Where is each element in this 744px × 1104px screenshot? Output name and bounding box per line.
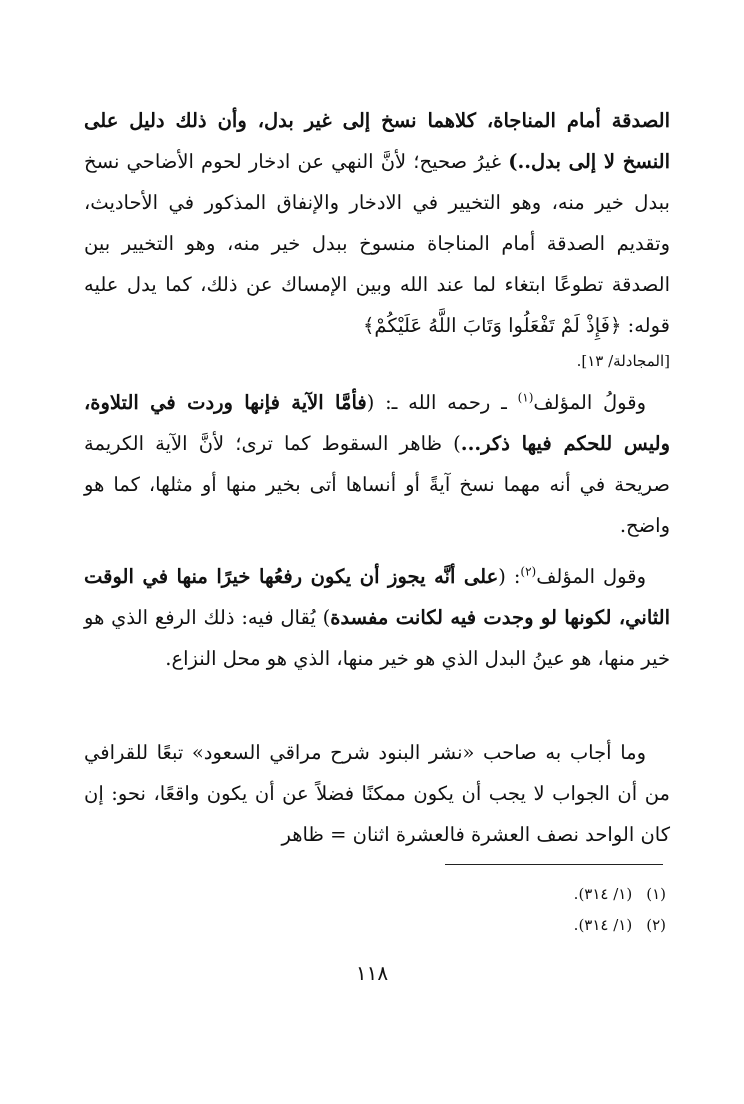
paragraph-2-intro: وقولُ المؤلف [533,391,646,414]
footnotes [366,879,666,941]
footnote-2-text: (١/ ٣١٤). [573,916,633,934]
footnote-1-text: (١/ ٣١٤). [573,885,633,903]
paragraph-4-body [84,732,670,855]
paragraph-4-text: وما أجاب به صاحب «نشر البنود شرح مراقي السعود» تبعًا للقرافي من أن الجواب لا يجب أن يكون ممكنًا فضلاً عن أن يكون واقعًا، نحو: إن كان الواحد نصف العشرة فالعشرة اثنان = ظاهر [84,741,670,846]
paragraph-3-intro: وقول المؤلف [536,565,646,588]
page-number: ١١٨ [355,961,389,985]
footnote-2 [366,910,666,941]
paragraph-3-text-b: ) يُقال فيه: ذلك الرفع الذي هو خير منها، هو عينُ البدل الذي هو خير منها، الذي هو محل النزاع. [84,606,670,670]
paragraph-4 [84,732,670,855]
paragraph-3-bold-quote: على أنَّه يجوز أن يكون رفعُها خيرًا منها في الوقت الثاني، لكونها لو وجدت فيه لكانت مفسدة [84,565,670,629]
footnote-1-number: (١) [646,885,666,903]
footnote-marker-1[interactable]: (١) [517,390,534,405]
footnote-marker-2[interactable]: (٢) [520,564,537,579]
paragraph-2-text-b: ) ظاهر السقوط كما ترى؛ لأنَّ الآية الكريمة صريحة في أنه مهما نسخ آيةً أو أنساها أتى بخير منها أو مثلها، كما هو واضح. [84,432,670,537]
quran-reference: [المجادلة/ ١٣]. [576,352,670,370]
footnote-1 [366,879,666,910]
footnote-separator [445,864,663,865]
paragraph-2-text-a: ـ رحمه الله ـ: ( [366,391,518,414]
paragraph-1-text: غيرُ صحيح؛ لأنَّ النهي عن ادخار لحوم الأضاحي نسخ ببدل خير منه، وهو التخيير في الادخار والإنفاق المذكور في الأحاديث، وتقديم الصدقة أمام المناجاة منسوخ ببدل خير منه، وهو التخيير بين الصدقة تطوعًا ابتغاء لما عند الله وبين الإمساك عن ذلك، كما يدل عليه قوله: ﴿فَإِذْ لَمْ تَفْعَلُوا وَتَابَ اللَّهُ عَلَيْكُمْ﴾ [84,150,670,337]
paragraph-3-body [84,556,670,679]
paragraph-3-text-a: : ( [498,565,521,588]
paragraph-1 [84,100,670,376]
paragraph-2-body [84,382,670,546]
paragraph-2-bold-quote: فأمَّا الآية فإنها وردت في التلاوة، وليس للحكم فيها ذكر... [84,391,670,455]
paragraph-2 [84,382,670,546]
paragraph-3 [84,556,670,679]
footnote-2-number: (٢) [646,916,666,934]
paragraph-1-body [84,100,670,346]
paragraph-1-bold-quote: الصدقة أمام المناجاة، كلاهما نسخ إلى غير بدل، وأن ذلك دليل على النسخ لا إلى بدل..) [84,109,671,173]
